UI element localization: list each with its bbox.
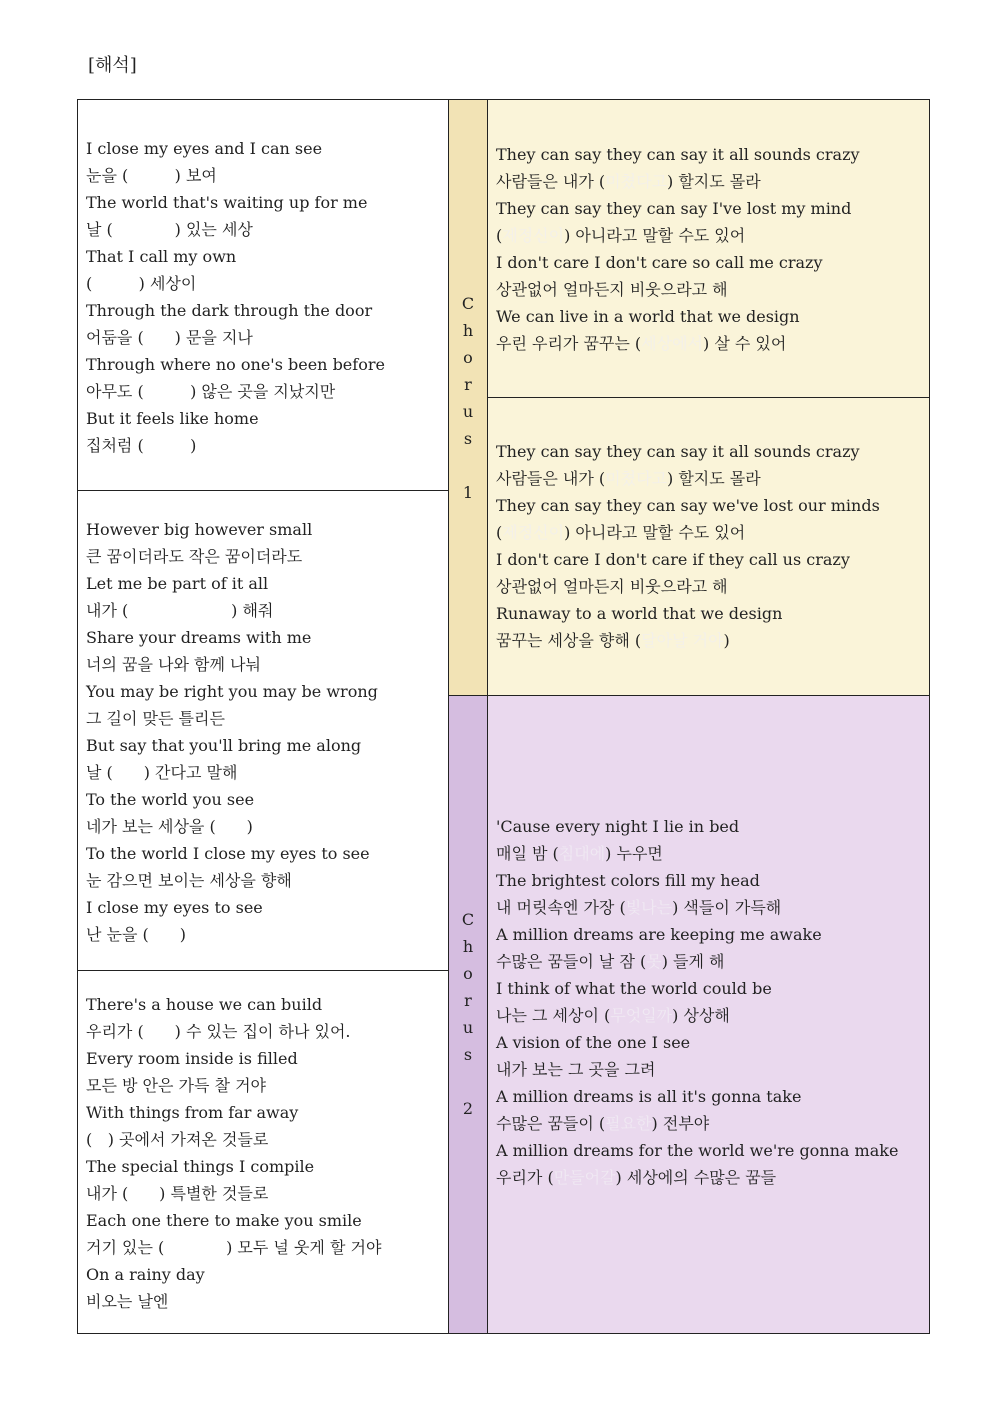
verse-cell-2 (77, 490, 449, 971)
lyric-text: To the world I close my eyes to see (86, 844, 370, 863)
lyric-line (86, 678, 440, 705)
lyric-text: ) (246, 817, 253, 836)
lyric-line (86, 867, 440, 894)
lyric-text: However big however small (86, 520, 313, 539)
lyric-line (496, 249, 921, 276)
lyric-text: 우리가 ( (496, 1168, 554, 1187)
lyric-line (86, 991, 440, 1018)
lyric-text: ) 할지도 몰라 (666, 469, 761, 488)
lyric-line (86, 921, 440, 948)
lyric-text: But it feels like home (86, 409, 259, 428)
chorus-2-label (449, 906, 487, 1122)
lyric-text: I don't care I don't care if they call us crazy (496, 550, 850, 569)
lyric-text: Runaway to a world that we design (496, 604, 783, 623)
lyric-text: ) 살 수 있어 (702, 334, 787, 353)
lyric-text: There's a house we can build (86, 995, 323, 1014)
lyric-line (496, 1029, 921, 1056)
lyric-text: 우린 우리가 꿈꾸는 ( (496, 334, 642, 353)
lyric-line (496, 519, 921, 546)
chorus-label-char: u (462, 402, 474, 421)
lyric-text: But say that you'll bring me along (86, 736, 362, 755)
lyric-text: ) 않은 곳을 지났지만 (190, 382, 336, 401)
lyric-text: ) 수 있는 집이 하나 있어. (174, 1022, 351, 1041)
answer-blank: 미쳤다고 (605, 172, 667, 191)
lyric-text: 내 머릿속엔 가장 ( (496, 898, 626, 917)
chorus-1a-lines (496, 141, 921, 357)
answer-blank (216, 817, 247, 836)
answer-blank: 세상에서 (641, 334, 703, 353)
chorus-label-char: o (463, 348, 473, 367)
answer-blank (128, 601, 231, 620)
chorus-2-cell (487, 695, 930, 1334)
answer-blank: 못 (646, 952, 662, 971)
chorus-label-char: 2 (462, 1099, 474, 1118)
answer-blank (92, 1130, 107, 1149)
lyric-line (86, 378, 440, 405)
answer-blank (128, 1184, 159, 1203)
lyric-text: They can say they can say we've lost our minds (496, 496, 880, 515)
answer-blank: 침대에 (558, 844, 606, 863)
lyric-line (496, 141, 921, 168)
lyric-line (496, 168, 921, 195)
lyric-text: 어둠을 ( (86, 328, 144, 347)
lyric-line (86, 135, 440, 162)
answer-blank: 필요한 (605, 1114, 652, 1133)
lyric-line (86, 786, 440, 813)
lyric-line (86, 759, 440, 786)
answer-blank: 제정신이 (502, 226, 565, 245)
lyric-line (496, 1110, 921, 1137)
lyric-text: 내가 보는 그 곳을 그려 (496, 1060, 656, 1079)
lyric-text: 사람들은 내가 ( (496, 469, 606, 488)
lyric-line (86, 297, 440, 324)
answer-blank: 미쳤다고 (605, 469, 667, 488)
lyric-text: 아무도 ( (86, 382, 144, 401)
verse-2-lines (86, 516, 440, 948)
lyric-line (496, 1164, 921, 1191)
lyric-text: ( (496, 226, 503, 245)
lyric-text: With things from far away (86, 1103, 299, 1122)
lyric-line (496, 1002, 921, 1029)
lyric-line (86, 813, 440, 840)
lyric-text: 나는 그 세상이 ( (496, 1006, 611, 1025)
lyric-text: 너의 꿈을 나와 함께 나눠 (86, 655, 261, 674)
chorus-label-char: o (463, 964, 473, 983)
lyric-text: ) 아니라고 말할 수도 있어 (564, 523, 746, 542)
lyric-line (496, 600, 921, 627)
lyric-text: 수많은 꿈들이 ( (496, 1114, 606, 1133)
lyric-text: ( (496, 523, 503, 542)
answer-blank (128, 166, 174, 185)
answer-blank: 만들어갈 (553, 1168, 616, 1187)
lyric-text: ) 상상해 (672, 1006, 730, 1025)
lyric-text: ) 전부야 (651, 1114, 710, 1133)
lyric-line (496, 222, 921, 249)
lyric-text: ) 세상에의 수많은 꿈들 (615, 1168, 777, 1187)
lyric-line (496, 975, 921, 1002)
chorus-label-char: r (464, 375, 472, 394)
lyric-line (86, 1288, 440, 1315)
answer-blank (113, 763, 144, 782)
lyric-text: ) 할지도 몰라 (666, 172, 761, 191)
lyric-text: I think of what the world could be (496, 979, 772, 998)
answer-blank: 제정신이 (502, 523, 565, 542)
lyric-text: The world that's waiting up for me (86, 193, 368, 212)
lyric-text: ) 있는 세상 (174, 220, 253, 239)
lyric-text: ) 누우면 (605, 844, 663, 863)
lyric-line (496, 330, 921, 357)
lyric-line (86, 624, 440, 651)
answer-blank: 무엇일까 (610, 1006, 673, 1025)
lyric-text: ) 세상이 (138, 274, 197, 293)
lyric-line (86, 570, 440, 597)
lyric-text: I don't care I don't care so call me crazy (496, 253, 823, 272)
lyric-text: 우리가 ( (86, 1022, 144, 1041)
lyric-line (86, 894, 440, 921)
lyric-text: The special things I compile (86, 1157, 315, 1176)
lyric-text: 꿈꾸는 세상을 향해 ( (496, 631, 642, 650)
lyric-text: That I call my own (86, 247, 237, 266)
lyric-line (86, 1207, 440, 1234)
lyric-line (496, 840, 921, 867)
chorus-label-char: h (462, 321, 474, 340)
answer-blank (149, 925, 180, 944)
lyric-text: 상관없어 얼마든지 비웃으라고 해 (496, 577, 728, 596)
chorus-label-char (449, 1068, 487, 1095)
lyric-text: They can say they can say it all sounds crazy (496, 442, 860, 461)
lyric-line (496, 1056, 921, 1083)
chorus-label-char: r (464, 991, 472, 1010)
lyric-text: 거기 있는 ( (86, 1238, 165, 1257)
chorus-label-char: C (461, 294, 475, 313)
answer-blank (144, 1022, 175, 1041)
lyric-text: We can live in a world that we design (496, 307, 800, 326)
lyric-text: A million dreams for the world we're gonna make (496, 1141, 899, 1160)
lyric-text: I close my eyes to see (86, 898, 263, 917)
lyric-text: 집처럼 ( (86, 436, 144, 455)
answer-blank (113, 220, 175, 239)
lyric-line (496, 894, 921, 921)
lyric-line (496, 627, 921, 654)
lyric-text: 내가 ( (86, 1184, 129, 1203)
lyric-line (86, 1180, 440, 1207)
lyric-text: ) 간다고 말해 (143, 763, 238, 782)
lyric-line (86, 432, 440, 459)
lyric-text: 난 눈을 ( (86, 925, 149, 944)
lyric-text: Through where no one's been before (86, 355, 385, 374)
lyric-text: A million dreams are keeping me awake (496, 925, 822, 944)
lyric-text: 네가 보는 세상을 ( (86, 817, 216, 836)
chorus-label-char: C (461, 910, 475, 929)
answer-blank (144, 328, 175, 347)
lyric-text: I close my eyes and I can see (86, 139, 323, 158)
lyric-line (86, 351, 440, 378)
lyric-text: 모든 방 안은 가득 찰 거야 (86, 1076, 266, 1095)
chorus-1-cell-a (487, 99, 930, 398)
chorus-1-label (449, 290, 487, 506)
answer-blank (144, 436, 190, 455)
lyric-text: ) 들게 해 (661, 952, 725, 971)
lyric-text: 수많은 꿈들이 날 잠 ( (496, 952, 647, 971)
lyric-text: ( (86, 274, 93, 293)
lyric-text: Each one there to make you smile (86, 1211, 362, 1230)
lyric-text: To the world you see (86, 790, 255, 809)
verse-cell-3 (77, 970, 449, 1334)
chorus-1-label-cell (448, 99, 488, 696)
lyric-line (496, 948, 921, 975)
lyric-line (496, 813, 921, 840)
verse-3-lines (86, 991, 440, 1315)
chorus-1-cell-b (487, 397, 930, 696)
lyric-text: ) 해줘 (231, 601, 274, 620)
lyric-text: ) 색들이 가득해 (672, 898, 782, 917)
lyric-line (86, 1099, 440, 1126)
lyric-line (86, 705, 440, 732)
lyric-line (86, 162, 440, 189)
lyric-line (496, 276, 921, 303)
lyric-line (496, 1083, 921, 1110)
lyric-line (86, 840, 440, 867)
lyric-text: A vision of the one I see (496, 1033, 691, 1052)
page-header: [해석] (88, 55, 137, 76)
lyric-line (86, 1045, 440, 1072)
chorus-label-char: 1 (462, 483, 474, 502)
lyric-line (86, 1261, 440, 1288)
lyric-text: A million dreams is all it's gonna take (496, 1087, 802, 1106)
lyric-line (86, 597, 440, 624)
chorus-2-lines (496, 813, 921, 1191)
lyric-line (496, 1137, 921, 1164)
lyric-text: 날 ( (86, 220, 113, 239)
lyric-line (86, 1153, 440, 1180)
lyric-line (496, 492, 921, 519)
lyric-line (86, 1126, 440, 1153)
lyric-text: ) 아니라고 말할 수도 있어 (564, 226, 746, 245)
lyric-text: ) 보여 (174, 166, 217, 185)
lyric-text: 사람들은 내가 ( (496, 172, 606, 191)
lyric-text: Through the dark through the door (86, 301, 373, 320)
answer-blank (92, 274, 138, 293)
verse-1-lines (86, 135, 440, 459)
lyric-text: Every room inside is filled (86, 1049, 298, 1068)
lyric-text: 그 길이 맞든 틀리든 (86, 709, 225, 728)
lyric-text: 큰 꿈이더라도 작은 꿈이더라도 (86, 547, 303, 566)
lyric-line (86, 270, 440, 297)
lyric-line (496, 867, 921, 894)
lyric-text: ) (190, 436, 197, 455)
lyric-text: ) 모두 널 웃게 할 거야 (226, 1238, 382, 1257)
lyric-text: ) 특별한 것들로 (159, 1184, 269, 1203)
lyric-text: ( (86, 1130, 93, 1149)
lyric-line (86, 189, 440, 216)
lyric-text: 비오는 날엔 (86, 1292, 169, 1311)
lyric-line (86, 543, 440, 570)
lyric-line (496, 438, 921, 465)
verse-cell-1 (77, 99, 449, 491)
lyric-text: 'Cause every night I lie in bed (496, 817, 740, 836)
lyric-line (86, 1234, 440, 1261)
answer-blank: 빛나는 (625, 898, 673, 917)
lyric-line (496, 573, 921, 600)
lyric-line (86, 516, 440, 543)
lyric-line (496, 195, 921, 222)
chorus-1b-lines (496, 438, 921, 654)
lyric-line (496, 465, 921, 492)
lyric-line (86, 243, 440, 270)
lyric-text: On a rainy day (86, 1265, 205, 1284)
answer-blank (164, 1238, 226, 1257)
answer-blank (144, 382, 190, 401)
lyric-text: ) 곳에서 가져온 것들로 (107, 1130, 269, 1149)
lyric-line (496, 303, 921, 330)
chorus-label-char: s (463, 1045, 473, 1064)
lyric-text: The brightest colors fill my head (496, 871, 760, 890)
lyric-line (496, 546, 921, 573)
lyric-line (86, 405, 440, 432)
lyric-text: You may be right you may be wrong (86, 682, 378, 701)
lyric-line (86, 732, 440, 759)
lyric-text: ) (179, 925, 186, 944)
lyric-text: 눈을 ( (86, 166, 129, 185)
chorus-label-char: u (462, 1018, 474, 1037)
lyric-line (86, 1072, 440, 1099)
chorus-label-char: s (463, 429, 473, 448)
lyric-text: They can say they can say I've lost my mind (496, 199, 852, 218)
lyric-line (86, 216, 440, 243)
lyric-text: 내가 ( (86, 601, 129, 620)
lyric-text: They can say they can say it all sounds crazy (496, 145, 860, 164)
chorus-2-label-cell (448, 695, 488, 1334)
lyric-line (86, 1018, 440, 1045)
lyric-text: 날 ( (86, 763, 113, 782)
lyric-line (86, 651, 440, 678)
lyric-text: Let me be part of it all (86, 574, 269, 593)
lyric-line (86, 324, 440, 351)
lyric-text: Share your dreams with me (86, 628, 312, 647)
answer-blank: 달아날 거야 (641, 631, 724, 650)
lyric-text: 매일 밤 ( (496, 844, 559, 863)
lyric-text: ) (723, 631, 730, 650)
lyric-text: ) 문을 지나 (174, 328, 253, 347)
chorus-label-char: h (462, 937, 474, 956)
lyric-text: 상관없어 얼마든지 비웃으라고 해 (496, 280, 728, 299)
lyric-text: 눈 감으면 보이는 세상을 향해 (86, 871, 292, 890)
lyric-line (496, 921, 921, 948)
chorus-label-char (449, 452, 487, 479)
